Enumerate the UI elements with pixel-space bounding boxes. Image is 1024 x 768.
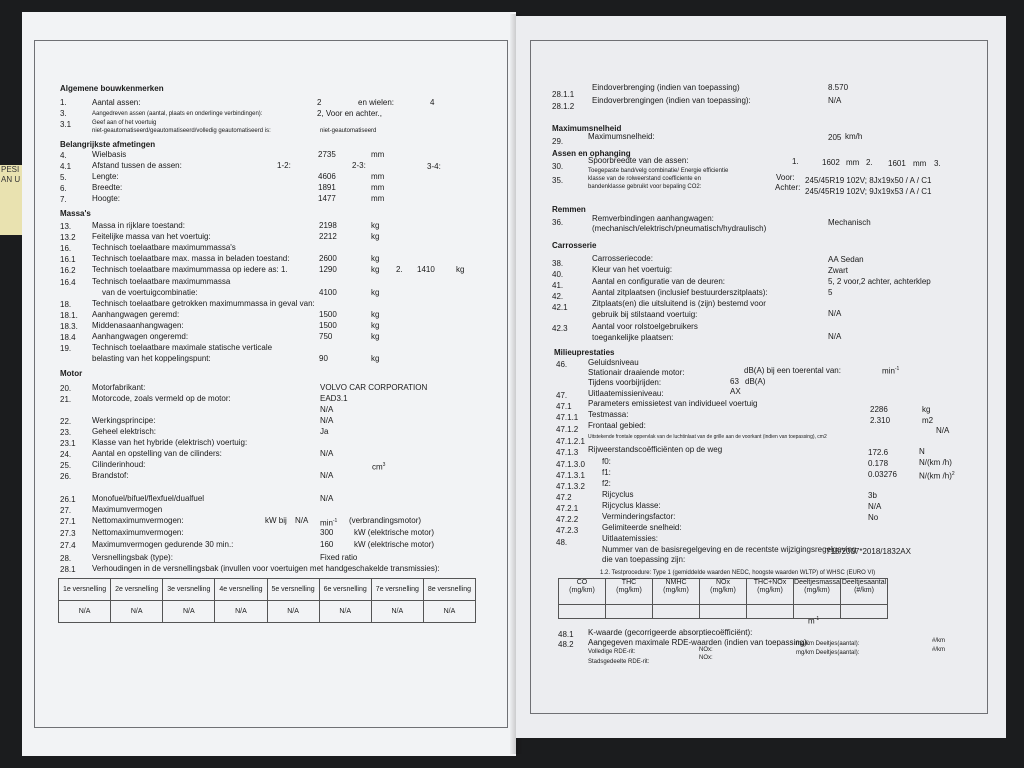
field-value: 4 [430,98,435,107]
field-unit: kg [371,321,380,330]
field-no: 47.2 [556,493,572,502]
field-value: Ja [320,427,329,436]
gear-value: N/A [111,601,163,623]
field-unit: N/(km /h)$^2$ [919,471,955,481]
field-label: K-waarde (gecorrigeerde absorptiecoëfficiënt): [588,628,753,637]
field-label: Stadsgedeelte RDE-rit: [588,659,650,665]
field-no: 47.2.1 [556,504,579,513]
field-unit: N [919,447,925,456]
field-value: 63 [730,377,739,386]
field-no: 19. [60,344,72,353]
field-unit: km/h [845,132,863,141]
field-value: N/A [828,332,842,341]
field-value: N/A [320,405,334,414]
field-label: Zitplaats(en) die uitsluitend is (zijn) bestemd voor [592,299,766,308]
field-label: Uitstekende frontale oppervlak van de luchtinlaat van de grille aan de voorkant (indien van toepassing), cm2 [588,434,827,440]
field-label: Afstand tussen de assen: [92,161,182,170]
field-label: Gelimiteerde snelheid: [602,523,682,532]
field-value: 245/45R19 102V; 9Jx19x53 / A / C1 [805,187,932,196]
field-no: 27.4 [60,541,76,550]
field-value: 715/2007*2018/1832AX [826,547,911,556]
field-unit: dB(A) [745,377,766,386]
field-no: 48.2 [558,640,574,649]
field-label: gebruik bij stilstaand voertuig: [592,310,698,319]
field-value: 2198 [319,221,337,230]
field-label: NOx: [699,655,713,661]
field-no: 16. [60,244,72,253]
field-no: 16.2 [60,266,76,275]
field-no: 23. [60,428,72,437]
field-no: 47.1.2 [556,425,579,434]
field-label: Testmassa: [588,410,629,419]
field-label: Breedte: [92,183,123,192]
field-label: Geef aan of het voertuig [92,120,157,126]
field-value: 0.178 [868,459,889,468]
field-value: 8.570 [828,83,849,92]
field-value: Fixed ratio [320,553,358,562]
field-value: N/A [868,502,882,511]
field-label: Motorcode, zoals vermeld op de motor: [92,394,231,403]
field-value: 5 [828,288,833,297]
field-unit: #/km [932,638,946,644]
field-no: 28.1.1 [552,90,575,99]
field-no: 47.2.2 [556,515,579,524]
emission-cell [841,605,888,619]
field-label: Aanhangwagen ongeremd: [92,332,189,341]
field-label: f1: [602,468,611,477]
field-value: N/A [320,449,334,458]
field-value: VOLVO CAR CORPORATION [320,383,428,392]
field-label: Technisch toelaatbare maximummassa op iedere as: 1. [92,265,288,274]
field-no: 41. [552,281,564,290]
field-no: 42.1 [552,303,568,312]
field-value: 1500 [319,321,337,330]
section-heading: Belangrijkste afmetingen [60,140,156,149]
field-no: 26. [60,472,72,481]
field-label: Tijdens voorbijrijden: [588,378,662,387]
field-label: Nummer van de basisregelgeving en de recentste wijzigingsregelgeving [602,545,857,554]
field-label: Massa in rijklare toestand: [92,221,185,230]
field-label: 1-2: [277,161,291,170]
field-label: klasse van de rolweerstand coefficiente en [588,176,701,182]
field-value: 2, Voor en achter., [317,109,382,118]
field-no: 23.1 [60,439,76,448]
field-value: 205 [828,133,842,142]
field-label: 2-3: [352,161,366,170]
field-label: Spoorbreedte van de assen: [588,156,689,165]
field-value: 2735 [318,150,336,159]
gear-header: 5e versnelling [267,579,319,601]
field-no: 5. [60,173,67,182]
scrap-text: PESI [1,165,20,174]
field-no: 48. [556,538,568,547]
field-value: N/A [320,494,334,503]
field-label: Feitelijke massa van het voertuig: [92,232,211,241]
field-no: 30. [552,162,564,171]
field-no: 7. [60,195,67,204]
field-label: Rijweerstandscoëfficiënten op de weg [588,445,723,454]
field-no: 47.1.3.2 [556,482,585,491]
field-label: Aangegeven maximale RDE-waarden (indien van toepassing): [588,638,810,647]
emission-cell [559,605,606,619]
section-heading: Massa's [60,209,91,218]
field-label: van de voertuigcombinatie: [102,288,198,297]
field-no: 2. [866,158,873,167]
field-no: 4.1 [60,162,72,171]
field-unit: $m^{-1}$ [808,616,820,626]
field-no: 3. [60,109,67,118]
field-value: 0.03276 [868,470,897,479]
field-label: Maximumsnelheid: [588,132,655,141]
field-no: 27. [60,506,72,515]
field-no: 42.3 [552,324,568,333]
field-label: belasting van het koppelingspunt: [92,354,211,363]
field-value: N/A [295,516,309,525]
field-label: Technisch toelaatbare maximummassa's [92,243,236,252]
right-page [516,16,1006,738]
field-label: Lengte: [92,172,119,181]
field-unit: kg [371,332,380,341]
field-value: N/A [320,471,334,480]
field-value: 1891 [318,183,336,192]
field-value: 1601 [888,159,906,168]
field-label: Verminderingsfactor: [602,512,676,521]
field-no: 1. [792,157,799,166]
field-no: 27.1 [60,517,76,526]
field-no: 1. [60,98,67,107]
field-label: Brandstof: [92,471,129,480]
field-label: Aantal zitplaatsen (inclusief bestuurderszitplaats): [592,288,768,297]
field-no: 18.3. [60,322,78,331]
field-unit: mm [371,194,385,203]
field-note: (verbrandingsmotor) [349,516,422,525]
emission-cell [700,605,747,619]
field-no: 16.4 [60,278,76,287]
field-value: 3b [868,491,877,500]
field-no: 28.1.2 [552,102,575,111]
field-unit: dB(A) bij een toerental van: [744,366,841,375]
field-label: Remverbindingen aanhangwagen: [592,214,714,223]
field-label: NOx: [699,647,713,653]
field-value: N/A [828,309,842,318]
field-value: 172.6 [868,448,889,457]
field-label: Technisch toelaatbare getrokken maximummassa in geval van: [92,299,315,308]
field-label: Nettomaximumvermogen: [92,516,184,525]
field-value: AA Sedan [828,255,864,264]
gear-value: N/A [267,601,319,623]
field-label: Toegepaste band/velg combinatie/ Energie efficientie [588,168,729,174]
field-no: 40. [552,270,564,279]
field-no: 28.1 [60,565,76,574]
field-value: 2600 [319,254,337,263]
field-no: 20. [60,384,72,393]
field-value: 1477 [318,194,336,203]
field-value: 2212 [319,232,337,241]
field-label: die van toepassing zijn: [602,555,686,564]
field-no: 35. [552,176,564,185]
field-value: 4100 [319,288,337,297]
field-no: 47.1 [556,402,572,411]
field-label: Eindoverbrengingen (indien van toepassing): [592,96,751,105]
field-label: Wielbasis [92,150,127,159]
field-no: 2. [396,265,403,274]
field-label: Hoogte: [92,194,121,203]
field-no: 3. [934,159,941,168]
field-label: Aantal voor rolstoelgebruikers [592,322,698,331]
field-label: Motorfabrikant: [92,383,146,392]
field-label: Cilinderinhoud: [92,460,146,469]
field-no: 47. [556,391,568,400]
emission-header: Deeltjesaantal (#/km) [841,579,888,605]
field-no: 6. [60,184,67,193]
field-label: toegankelijke plaatsen: [592,333,674,342]
field-unit: kW bij [265,516,287,525]
field-no: 21. [60,395,72,404]
test-procedure-note: 1.2. Testprocedure: Type 1 (gemiddelde waarden NEDC, hoogste waarden WLTP) of WHSC (EURO VI) [600,570,876,576]
field-label: Frontaal gebied: [588,421,646,430]
section-heading: Motor [60,369,83,378]
gear-value: N/A [59,601,111,623]
field-value: 245/45R19 102V; 8Jx19x50 / A / C1 [805,176,932,185]
field-value: 1290 [319,265,337,274]
gear-header: 2e versnelling [111,579,163,601]
field-value: No [868,513,879,522]
field-unit: kg [371,254,380,263]
field-value: 2 [317,98,322,107]
field-label: niet-geautomatiseerd/geautomatiseerd/volledig geautomatiseerd is: [92,128,271,134]
field-label: Rijcyclus [602,490,634,499]
field-label: Rijcyclus klasse: [602,501,661,510]
field-label: (mechanisch/elektrisch/pneumatisch/hydraulisch) [592,224,767,233]
emission-header: Deeltjesmassa (mg/km) [794,579,841,605]
field-value: 300 [320,528,334,537]
field-label: Maximumvermogen gedurende 30 min.: [92,540,234,549]
left-page [22,12,516,756]
field-label: Technisch toelaatbare maximummassa [92,277,231,286]
field-no: 13.2 [60,233,76,242]
field-unit: kg [371,232,380,241]
field-label: Kleur van het voertuig: [592,265,673,274]
field-unit: mm [846,158,860,167]
field-value: 5, 2 voor,2 achter, achterklep [828,277,931,286]
field-note: kW (elektrische motor) [354,540,435,549]
field-no: 18. [60,300,72,309]
field-label: Klasse van het hybride (elektrisch) voertuig: [92,438,248,447]
field-no: 47.1.1 [556,413,579,422]
field-no: 47.1.2.1 [556,437,585,446]
field-no: 25. [60,461,72,470]
field-no: 29. [552,137,564,146]
field-no: 47.1.3 [556,448,579,457]
field-label: Achter: [775,183,801,192]
field-no: 16.1 [60,255,76,264]
field-label: Nettomaximumvermogen: [92,528,184,537]
emission-cell [747,605,794,619]
field-value: 1410 [417,265,435,274]
field-label: Geheel elektrisch: [92,427,157,436]
field-note: kW (elektrische motor) [354,528,435,537]
field-label: Carrosseriecode: [592,254,653,263]
field-no: 48.1 [558,630,574,639]
emission-header: THC (mg/km) [606,579,653,605]
field-no: 38. [552,259,564,268]
field-label: Aangedreven assen (aantal, plaats en onderlinge verbindingen): [92,111,263,117]
field-label: 3-4: [427,162,441,171]
gear-value: N/A [371,601,423,623]
field-no: 27.3 [60,529,76,538]
field-value: EAD3.1 [320,394,348,403]
emission-header: NOx (mg/km) [700,579,747,605]
field-unit: $\min^{-1}$ [882,366,900,376]
field-value: N/A [936,426,950,435]
field-no: 26.1 [60,495,76,504]
field-no: 47.1.3.0 [556,460,585,469]
field-value: 2.310 [870,416,891,425]
field-no: 24. [60,450,72,459]
field-label: Uitlaatemissies: [602,534,659,543]
field-unit: kg [371,288,380,297]
field-label: Werkingsprincipe: [92,416,156,425]
field-unit: $cm^3$ [372,462,386,472]
field-no: 4. [60,151,67,160]
field-no: 13. [60,222,72,231]
field-value: AX [730,387,741,396]
field-unit: mm [913,159,927,168]
field-no: 47.2.3 [556,526,579,535]
field-label: Monofuel/bifuel/flexfuel/dualfuel [92,494,205,503]
gear-value: N/A [319,601,371,623]
field-no: 36. [552,218,564,227]
field-value: 750 [319,332,333,341]
field-label: f0: [602,457,611,466]
section-heading: Milieuprestaties [554,348,615,357]
field-value: 1500 [319,310,337,319]
field-no: 28. [60,554,72,563]
field-unit: mm [371,183,385,192]
field-value: N/A [828,96,842,105]
field-value: Zwart [828,266,848,275]
field-unit: mm [371,172,385,181]
section-heading: Remmen [552,205,586,214]
emission-header: CO (mg/km) [559,579,606,605]
gear-header: 7e versnelling [371,579,423,601]
field-unit: mg/km Deeltjes(aantal): [796,641,860,647]
field-label: Middenasaanhangwagen: [92,321,184,330]
field-label: Verhoudingen in de versnellingsbak (invullen voor voertuigen met handgeschakelde transmissies): [92,564,440,573]
field-unit: mg/km Deeltjes(aantal): [796,650,860,656]
field-no: 47.1.3.1 [556,471,585,480]
field-no: 18.4 [60,333,76,342]
field-value: 2286 [870,405,888,414]
field-label: Eindoverbrenging (indien van toepassing) [592,83,740,92]
field-unit: kg [456,265,465,274]
field-label: Aantal en configuratie van de deuren: [592,277,725,286]
section-heading: Maximumsnelheid [552,124,622,133]
gear-value: N/A [215,601,267,623]
field-label: Aantal assen: [92,98,141,107]
field-label: Volledige RDE-rit: [588,649,636,655]
gear-value: N/A [163,601,215,623]
section-heading: Algemene bouwkenmerken [60,84,164,93]
field-no: 42. [552,292,564,301]
gear-header: 3e versnelling [163,579,215,601]
gear-header: 8e versnelling [423,579,475,601]
field-value: N/A [320,416,334,425]
field-label: en wielen: [358,98,395,107]
gear-header: 1e versnelling [59,579,111,601]
field-label: Aantal en opstelling van de cilinders: [92,449,222,458]
field-label: Aanhangwagen geremd: [92,310,180,319]
field-unit: kg [371,354,380,363]
field-unit: kg [371,265,380,274]
gear-ratio-table [58,578,476,623]
field-unit: mm [371,150,385,159]
field-label: Parameters emissietest van individueel voertuig [588,399,758,408]
field-value: 4606 [318,172,336,181]
emission-cell [606,605,653,619]
field-unit: N/(km /h) [919,458,952,467]
gear-header: 6e versnelling [319,579,371,601]
field-label: Stationair draaiende motor: [588,368,685,377]
field-no: 22. [60,417,72,426]
gear-value: N/A [423,601,475,623]
emission-header: THC+NOx (mg/km) [747,579,794,605]
section-heading: Carrosserie [552,241,597,250]
field-label: Uitlaatemissieniveau: [588,389,664,398]
field-label: Technisch toelaatbare max. massa in beladen toestand: [92,254,290,263]
field-label: Voor: [776,173,795,182]
field-label: bandenklasse gebruikt voor bepaling CO2: [588,184,702,190]
field-value: 90 [319,354,328,363]
field-label: Technisch toelaatbare maximale statische verticale [92,343,273,352]
field-unit: kg [371,310,380,319]
field-value: 160 [320,540,334,549]
field-unit: $\min^{-1}$ [320,518,338,528]
field-label: Versnellingsbak (type): [92,553,173,562]
scrap-text: AN U [1,175,21,184]
field-no: 46. [556,360,568,369]
field-value: 1602 [822,158,840,167]
field-value: Mechanisch [828,218,871,227]
field-unit: kg [371,221,380,230]
field-unit: kg [922,405,931,414]
field-no: 18.1. [60,311,78,320]
field-label: Maximumvermogen [92,505,163,514]
field-value: niet-geautomatiseerd [320,128,377,134]
emission-cell [653,605,700,619]
emission-header: NMHC (mg/km) [653,579,700,605]
field-label: f2: [602,479,611,488]
gear-header: 4e versnelling [215,579,267,601]
emission-table [558,578,888,619]
field-unit: m2 [922,416,934,425]
field-label: Geluidsniveau [588,358,639,367]
section-heading: Assen en ophanging [552,149,631,158]
field-unit: #/km [932,647,946,653]
field-no: 3.1 [60,120,72,129]
